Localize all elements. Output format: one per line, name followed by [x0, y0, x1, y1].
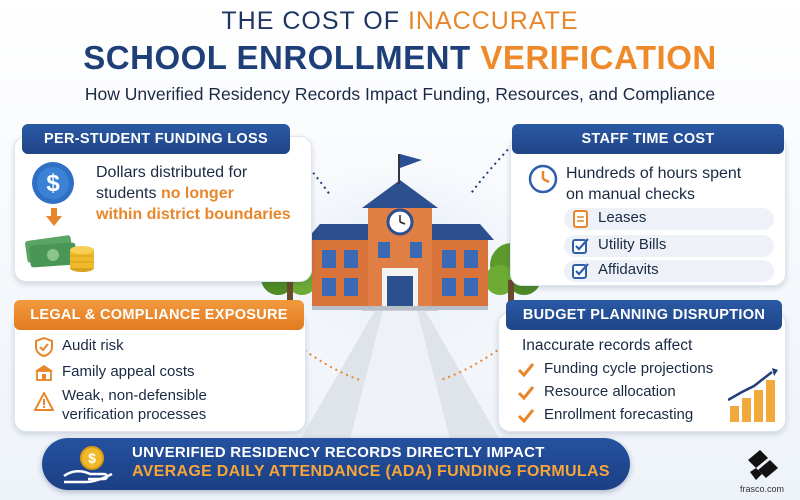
warning-icon — [34, 392, 54, 412]
budget-item-label: Funding cycle projections — [544, 360, 714, 377]
hand-coin-icon — [60, 444, 116, 486]
funding-line — [96, 183, 310, 204]
title-part: THE COST OF — [221, 7, 400, 35]
building-icon — [34, 363, 54, 383]
frasco-logo — [744, 448, 780, 484]
funding-loss-title: PER-STUDENT FUNDING LOSS — [22, 124, 290, 154]
staff-line: Hundreds of hours spent — [566, 165, 742, 182]
staff-item-label: Leases — [598, 209, 647, 226]
legal-item-label: verification processes — [62, 406, 207, 423]
legal-item-weak — [34, 386, 294, 428]
legal-item-label: Family appeal costs — [62, 363, 195, 380]
budget-item-enrollment — [516, 405, 736, 427]
staff-item-label: Affidavits — [598, 261, 659, 278]
svg-text:$: $ — [46, 170, 60, 197]
clock-icon — [528, 164, 558, 194]
budget-item-label: Enrollment forecasting — [544, 406, 694, 423]
title-accent: VERIFICATION — [480, 39, 717, 76]
budget-item-resource — [516, 382, 736, 404]
staff-item-affidavits — [564, 260, 774, 282]
funding-highlight: within district boundaries — [96, 206, 291, 223]
staff-line: on manual checks — [566, 186, 695, 203]
banner-line-1: UNVERIFIED RESIDENCY RECORDS DIRECTLY IMPACT — [132, 444, 545, 461]
document-icon — [572, 210, 590, 228]
budget-intro: Inaccurate records affect — [522, 337, 693, 354]
budget-item-label: Resource allocation — [544, 383, 676, 400]
checkbox-icon — [572, 237, 590, 255]
legal-item-label: Audit risk — [62, 337, 124, 354]
funding-word: students — [96, 185, 157, 202]
ada-banner — [42, 438, 630, 490]
footer-site[interactable]: frasco.com — [740, 484, 785, 494]
shield-icon — [34, 337, 54, 357]
header — [0, 6, 800, 105]
legal-item-appeal — [34, 362, 294, 384]
banner-line-2: AVERAGE DAILY ATTENDANCE (ADA) FUNDING FORMULAS — [132, 463, 610, 480]
staff-item-label: Utility Bills — [598, 236, 667, 253]
money-stack-icon — [22, 224, 102, 274]
funding-loss-text — [96, 162, 310, 225]
check-icon — [516, 406, 536, 426]
title-part: SCHOOL ENROLLMENT — [83, 39, 471, 76]
funding-highlight: no longer — [160, 185, 234, 202]
title-accent: INACCURATE — [407, 7, 579, 35]
legal-item-label: Weak, non-defensible — [62, 387, 207, 404]
check-icon — [516, 360, 536, 380]
funding-line: Dollars distributed for — [96, 164, 248, 181]
staff-item-utility-bills — [564, 235, 774, 257]
title-line-2 — [0, 38, 800, 78]
budget-title: BUDGET PLANNING DISRUPTION — [506, 300, 782, 330]
bar-chart-icon — [728, 366, 778, 424]
check-icon — [516, 383, 536, 403]
checkbox-icon — [572, 262, 590, 280]
svg-text:$: $ — [88, 450, 96, 466]
staff-time-title: STAFF TIME COST — [512, 124, 784, 154]
dollar-icon — [30, 160, 76, 206]
legal-item-audit — [34, 336, 294, 358]
legal-title: LEGAL & COMPLIANCE EXPOSURE — [14, 300, 304, 330]
subtitle: How Unverified Residency Records Impact Funding, Resources, and Compliance — [84, 84, 716, 104]
staff-item-leases — [564, 208, 774, 230]
budget-item-funding-cycle — [516, 359, 736, 381]
staff-time-text — [566, 163, 782, 205]
title-line-1 — [0, 6, 800, 36]
